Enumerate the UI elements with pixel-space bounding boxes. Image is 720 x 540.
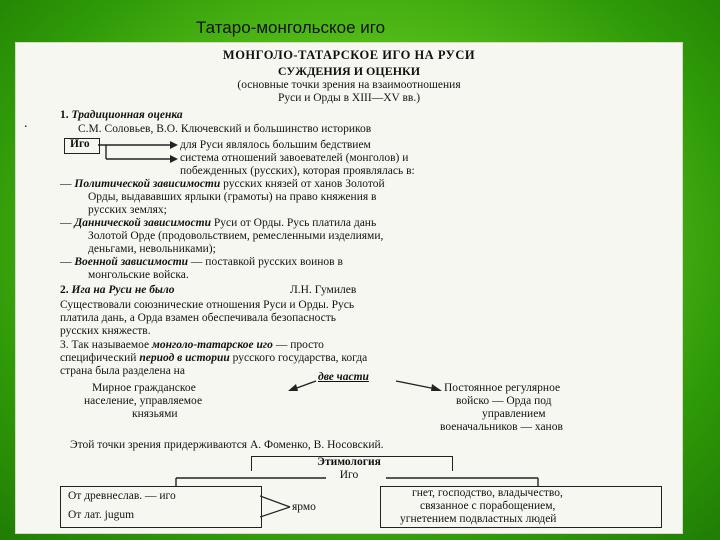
doc-note-line1: (основные точки зрения на взаимоотношения — [237, 79, 461, 91]
s1-point2-line2: Золотой Орде (продовольствием, ремесленными изделиями, — [88, 230, 384, 242]
s1-point2: — Даннической зависимости Руси от Орды. Русь платила дань — [60, 217, 377, 229]
term-period: период в истории — [139, 352, 230, 364]
etymology-title: Этимология — [317, 456, 381, 468]
doc-title: МОНГОЛО-ТАТАРСКОЕ ИГО НА РУСИ — [222, 48, 476, 62]
s1-line3: побежденных (русских), которая проявлялась в: — [180, 165, 415, 177]
scanned-document — [15, 42, 683, 534]
s3-line2: специфический период в истории русского государства, когда — [60, 352, 368, 364]
etymology-from-slavic: От древнеслав. — иго — [68, 490, 176, 502]
etymology-def-line1: гнет, господство, владычество, — [412, 487, 563, 499]
s3-right-line2: войско — Орда под — [456, 395, 552, 407]
term-political: Политической зависимости — [74, 178, 221, 190]
igo-arrows — [98, 139, 178, 173]
s1-point2-line3: деньгами, невольниками); — [88, 243, 216, 255]
term-military: Военной зависимости — [74, 256, 189, 268]
s1-point3: — Военной зависимости — поставкой русских воинов в — [60, 256, 343, 268]
s1-authors: С.М. Соловьев, В.О. Ключевский и большинство историков — [78, 123, 372, 135]
s2-line2: платила дань, а Орда взамен обеспечивала безопасность — [60, 312, 337, 324]
etymology-igo: Иго — [339, 469, 359, 481]
s3-right-line3: управлением — [482, 408, 546, 420]
s2-author: Л.Н. Гумилев — [290, 284, 357, 296]
two-parts-arrows — [286, 373, 446, 393]
s1-point1: — Политической зависимости русских князей от ханов Золотой — [60, 178, 385, 190]
s3-left-line2: население, управляемое — [84, 395, 203, 407]
etymology-branches — [166, 473, 546, 487]
s2-heading-text: Ига на Руси не было — [71, 284, 175, 296]
doc-subtitle: СУЖДЕНИЯ И ОЦЕНКИ — [277, 64, 421, 78]
s2-heading — [60, 284, 175, 297]
two-parts-label: две части — [318, 371, 369, 383]
s1-heading-text: Традиционная оценка — [71, 109, 183, 121]
s1-line1: для Руси являлось большим бедствием — [180, 139, 371, 151]
s3-right-line1: Постоянное регулярное — [444, 382, 561, 394]
s3-left-line3: князьями — [132, 408, 178, 420]
s3-line3: страна была разделена на — [60, 365, 185, 377]
s1-number: 1. — [60, 109, 69, 121]
etymology-def-line2: связанное с порабощением, — [420, 500, 556, 512]
s1-point3-line2: монгольские войска. — [88, 269, 189, 281]
s1-point1-line3: русских землях; — [88, 204, 167, 216]
etymology-yarmo: ярмо — [292, 501, 316, 513]
s1-point1-line2: Орды, выдававших ярлыки (грамоты) на право княжения в — [88, 191, 377, 203]
slide-title: Татаро-монгольское иго — [196, 18, 386, 37]
s2-line3: русских княжеств. — [60, 325, 151, 337]
igo-label: Иго — [70, 138, 90, 150]
s3-support: Этой точки зрения придерживаются А. Фоменко, В. Носовский. — [70, 439, 384, 451]
s3-line1: 3. Так называемое монголо-татарское иго — просто — [60, 339, 324, 351]
etymology-from-latin: От лат. jugum — [68, 509, 135, 521]
s2-number: 2. — [60, 284, 69, 296]
etymology-def-line3: угнетением подвластных людей — [400, 513, 557, 525]
doc-note-line2: Руси и Орды в XIII—XV вв.) — [277, 92, 421, 104]
s3-left-line1: Мирное гражданское — [92, 382, 196, 394]
term-tribute: Даннической зависимости — [74, 217, 211, 229]
term-mongol-yoke: монголо-татарское иго — [151, 339, 273, 351]
s1-line2: система отношений завоевателей (монголов) и — [180, 152, 409, 164]
s2-line1: Существовали союзнические отношения Руси и Орды. Русь — [60, 299, 355, 311]
s1-heading — [60, 109, 183, 122]
bullet-mark: . — [24, 116, 28, 131]
s3-right-line4: военачальников — ханов — [440, 421, 563, 433]
